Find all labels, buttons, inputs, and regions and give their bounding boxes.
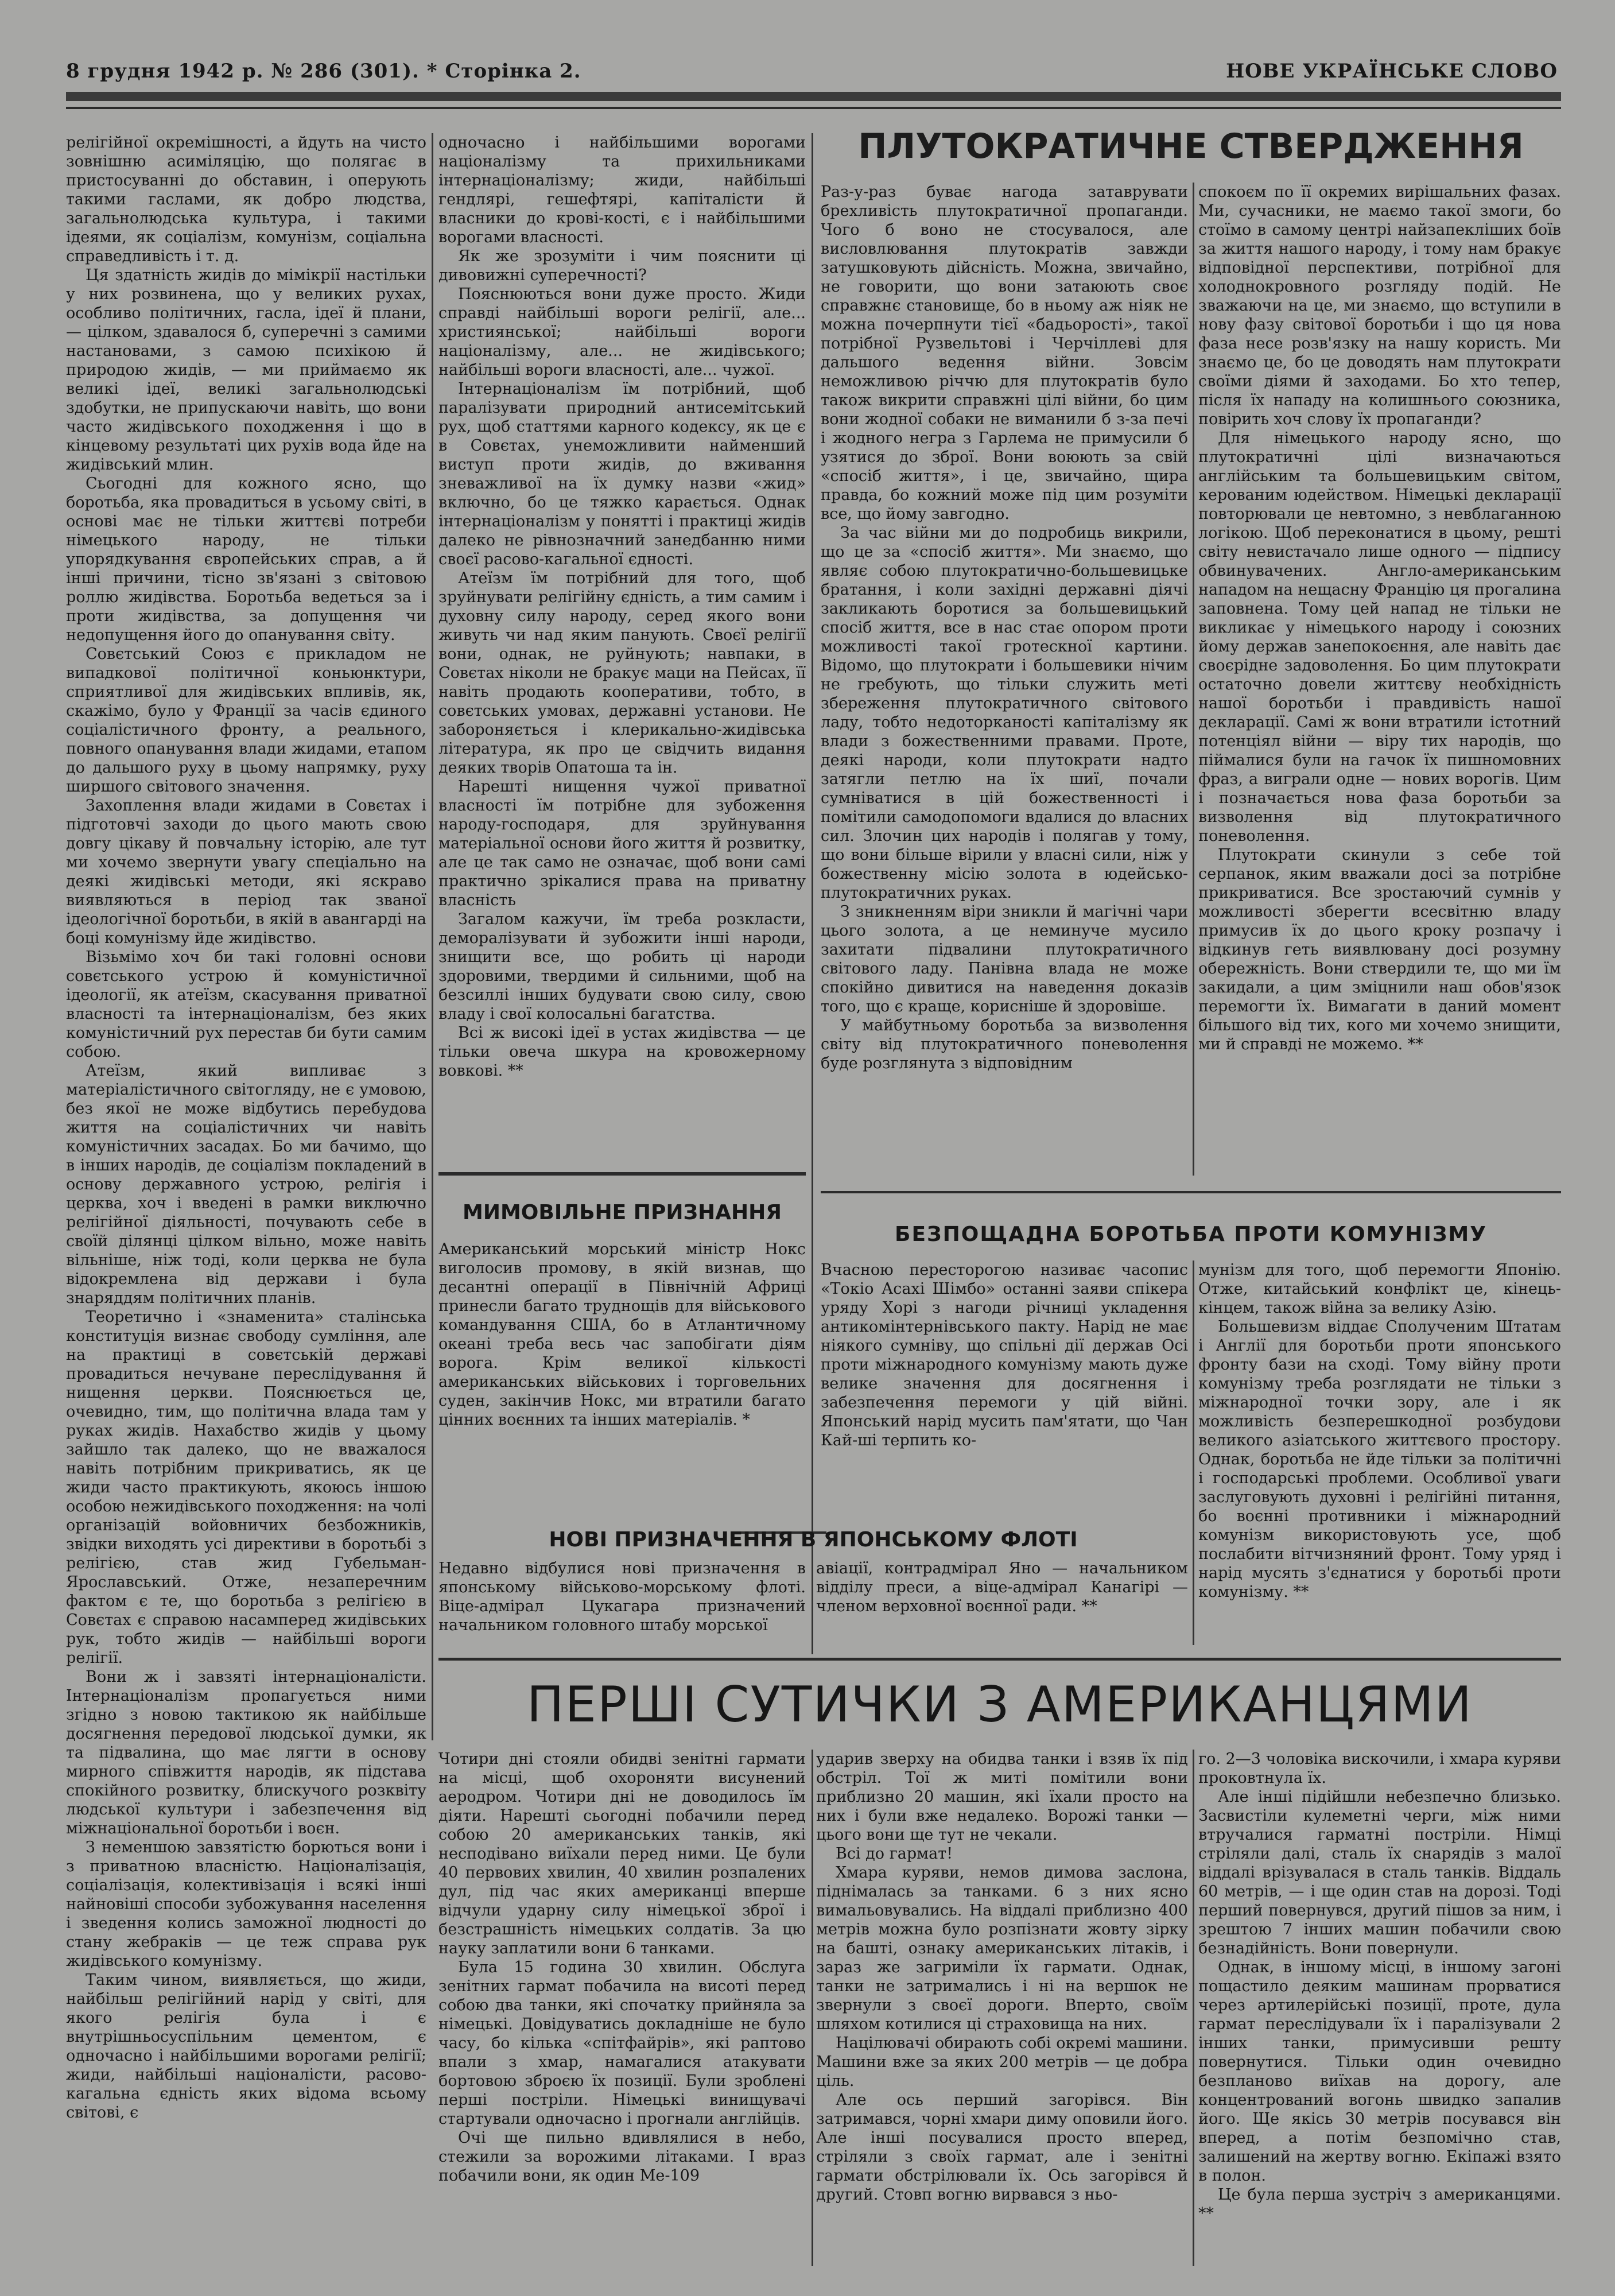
paragraph: З зникненням віри зникли й магічні чари цього золота, а це неминуче мусило захитати підвалини плутократичного світового ладу. Панівна влада не може спокійно дивитися на наведення доказів того, що є краще, корисніше й здоровіше. (821, 903, 1188, 1015)
paragraph: Загалом кажучи, їм треба розкласти, деморалізувати й зубожити інші народи, знищити все, що робить ці народи здоровими, твердими й сильними, щоб на безсиллі інших будувати свою силу, свою владу і свої колосальні багатства. (438, 910, 806, 1023)
paragraph: авіації, контрадмірал Яно — начальником відділу преси, а віце-адмірал Канагірі — членом верховної воєнної ради. ** (816, 1560, 1188, 1615)
lead-article-col2 (438, 133, 806, 1080)
headline-plutocratic: ПЛУТОКРАТИЧНЕ СТВЕРДЖЕННЯ (858, 126, 1524, 166)
issue-date-line: 8 грудня 1942 р. № 286 (301). * Сторінка 2. (66, 60, 581, 83)
paragraph: Була 15 година 30 хвилин. Обслуга зенітних гармат побачила на висоті перед собою два танки, які спочатку прийняла за німецькі. Довідуватись докладніше не було часу, бо кілька «спітфайрів», які раптово впали з хмар, намагалися атакувати бортовою зброєю їх позиції. Були зроблені перші постріли. Німецькі винищувачі стартували одночасно і прогнали англійців. (438, 1958, 806, 2128)
paragraph: Однак, в іншому місці, в іншому загоні пощастило деяким машинам прорватися через артилерійські позиції, проте, дула гармат переслідували їх і паралізували 2 інших танки, примусивши решту повернутися. Тільки один очевидно безплановo виїхав на дорогу, але концентрований вогонь швидко запалив його. Ще якісь 30 метрів посувався він вперед, а потім безпомічно став, залишений на жертву вогню. Екіпажі взято в полон. (1198, 1958, 1561, 2185)
paragraph: З неменшою завзятістю борються вони і з приватною власністю. Націоналізація, соціалізація, колективізація і всякі інші найновіші способи зубожування населення і зведення колись заможної людності до стану жебраків — це теж справа рук жидівського комунізму. (66, 1839, 426, 1970)
paragraph: Нарешті нищення чужої приватної власності їм потрібне для зубоження народу-господаря, для зруйнування матеріальної основи його життя й розвитку, але це так само не означає, щоб вони самі практично зрікалися права на приватну власність (438, 778, 806, 909)
paragraph: Всі ж високі ідеї в устах жидівства — це тільки овеча шкура на кровожерному вовкові. ** (438, 1024, 806, 1080)
paragraph: Вони ж і завзяті інтернаціоналісти. Інтернаціоналізм пропагується ними згідно з новою тактикою як найбільше досягнення передової людської думки, як та підвалина, що має лягти в основу мирного співжиття народів, як підстава спокійного розвитку, блискучого розквіту людської культури і забезпечення від міжнаціональної боротьби і воєн. (66, 1668, 426, 1837)
headline-clashes: ПЕРШІ СУТИЧКИ З АМЕРИКАНЦЯМИ (526, 1676, 1473, 1733)
paragraph: Інтернаціоналізм їм потрібний, щоб паралізувати природний антисемітський рух, щоб статтями карного кодексу, як це є в Совєтах, унеможливити найменший виступ проти жидів, до вживання зневажливої на їх думку назви «жид» включно, бо це тяжко карається. Однак інтернаціоналізм у понятті і практиці жидів далеко не рівнозначний занедбанню ними своєї расово-кагальної єдності. (438, 380, 806, 568)
paragraph: Теоретично і «знаменита» сталінська конституція визнає свободу сумління, але на практиці в совєтській державі провадиться нечуване переслідування й нищення церкви. Пояснюється це, очевидно, тим, що політична влада там у руках жидів. Нахабство жидів у цьому зайшло так далеко, що не вважалося навіть потрібним прикриватись, як це жиди часто практикують, якоюсь іншою особою нежидівського походження: на чолі організацій войовничих безбожників, звідки виходять усі директиви в боротьбі з релігією, став жид Губельман-Ярославський. Отже, незаперечним фактом є те, що боротьба з релігією в Совєтах є справою насамперед жидівських рук, тобто жидів — найбільші вороги релігії. (66, 1308, 426, 1667)
plutocratic-colB (1198, 183, 1561, 1054)
header-rule (66, 92, 1561, 101)
admission-body (438, 1240, 806, 1429)
paragraph: ударив зверху на обидва танки і взяв їх під обстріл. Тої ж миті помітили вони приблизно 20 машин, які їхали просто на них і були вже недалеко. Ворожі танки — цього вони ще тут не чекали. (816, 1750, 1188, 1844)
paragraph: Ця здатність жидів до мімікрії настільки у них розвинена, що у великих рухах, особливо політичних, гасла, ідеї й плани, — цілком, здавалося б, суперечні з самими настановами, з самою психікою й природою жидів, — ми приймаємо як великі ідеї, великі загальнолюдські здобутки, не припускаючи навіть, що вони часто жидівського походження і що в кінцевому результаті цих рухів вода йде на жидівський млин. (66, 266, 426, 474)
paragraph: Атеїзм, який випливає з матеріалістичного світогляду, не є умовою, без якої не може відбутись перебудова життя на соціалістичних чи навіть комуністичних засадах. Бо ми бачимо, що в інших народів, де соціалізм покладений в основу державного устрою, релігія і церква, хоч і введені в рамки виключно релігійної діяльності, почувають себе в своїй ділянці цілком вільно, може навіть вільніше, ніж тоді, коли церква не була відокремлена від держави і була знаряддям політичних планів. (66, 1062, 426, 1307)
paragraph: Захоплення влади жидами в Совєтах і підготовчі заходи до цього мають свою довгу цікаву й повчальну історію, але тут ми хочемо звернути увагу спеціально на деякі жидівські методи, які яскраво виявляються в період так званої ідеологічної боротьби, в якій в авангарді на боці комунізму йде жидівство. (66, 797, 426, 947)
column-divider (1193, 1261, 1194, 1645)
paragraph: Плутократи скинули з себе той серпанок, яким вважали досі за потрібне прикриватися. Все зростаючий сумнів у можливості зберегти всесвітню владу примусив їх до цього кроку розпачу і відкинув геть виявлювану досі розумну обережність. Вони ствердили те, що ми їм закидали, а цим зміцнили наш обов'язок перемогти їх. Вимагати в даний момент більшого від тих, кого ми хочемо знищити, ми й справді не можемо. ** (1198, 846, 1561, 1053)
paragraph: Як же зрозуміти і чим пояснити ці дивовижні суперечності? (438, 247, 806, 284)
paragraph: Візьмімо хоч би такі головні основи совєтського устрою й комуністичної ідеології, як атеїзм, скасування приватної власності та інтернаціоналізм, без яких комуністичний рух перестав би бути самим собою. (66, 948, 426, 1061)
column-divider (812, 1750, 813, 2266)
column-divider (1193, 1750, 1194, 2266)
lead-article-col1 (66, 133, 426, 2122)
clashes-col1 (438, 1750, 806, 2185)
paragraph: релігійної окремішності, а йдуть на чисто зовнішню асиміляцію, що полягає в пристосуванні до обставин, і оперують такими гаслами, як добро людства, загальнолюдська культура, і такими ідеями, як соціалізм, комунізм, соціальна справедливість і т. д. (66, 134, 426, 265)
section-rule (438, 1658, 1561, 1661)
anticommunism-colB (1198, 1261, 1561, 1601)
paragraph: мунізм для того, щоб перемогти Японію. Отже, китайський конфлікт це, кінець-кінцем, також війна за велику Азію. (1198, 1261, 1561, 1317)
paragraph: Вчасною пересторогою називає часопис «Токіо Асахі Шімбо» останні заяви спікера уряду Хорі з нагоди річниці укладення антикомінтернівського пакту. Нарід не має ніякого сумніву, що спільні дії держав Осі проти міжнародного комунізму мають дуже велике значення для досягнення і забезпечення перемоги у цій війні. Японський нарід мусить пам'ятати, що Чан Кай-ші терпить ко- (821, 1261, 1188, 1449)
headline-admission: МИМОВІЛЬНЕ ПРИЗНАННЯ (463, 1201, 782, 1224)
paragraph: спокоєм по її окремих вирішальних фазах. Ми, сучасники, не маємо такої змоги, бо стоїмо в самому центрі найзапекліших боїв за життя нашого народу, і тому нам бракує відповідної перспективи, потрібної для холоднокровного розгляду подій. Не зважаючи на це, ми знаємо, що вступили в нову фазу світової боротьби і що ця нова фаза несе розв'язку на нашу користь. Ми знаємо це, бо це доводять нам плутократи своїми діями й заходами. Бо хто тепер, після їх нападу на колишнього союзника, повірить хоч слову їх пропаганди? (1198, 183, 1561, 428)
paragraph: Раз-у-раз буває нагода затаврувати брехливість плутократичної пропаганди. Чого б воно не стосувалося, але висловлювання плутократів завжди затушковують дійсність. Можна, звичайно, не говорити, що вони затаюють своє справжнє становище, бо в ньому аж ніяк не можна почерпнути тієї «бадьорості», такої потрібної Рузвельтові і Черчіллеві для дальшого ведення війни. Зовсім неможливою річчю для плутократів було також викрити справжні цілі війни, бо цим вони жодної собаки не виманили б з-за печі і жодного негра з Гарлема не примусили б узятися до зброї. Вони воюють за свій «спосіб життя», і це, звичайно, щира правда, бо кожний може під цим розуміти все, що йому завгодно. (821, 183, 1188, 523)
column-divider (812, 133, 813, 1654)
paragraph: Сьогодні для кожного ясно, що боротьба, яка провадиться в усьому світі, в основі має не тільки життєві потреби німецького народу, не тільки упорядкування європейських справ, а й інші причини, тісно зв'язані з світовою роллю жидівства. Боротьба ведеться за і проти жидівства, за допущення чи недопущення його до опанування світу. (66, 475, 426, 644)
paragraph: Пояснюються вони дуже просто. Жиди справді найбільші вороги релігії, але... християнської; найбільші вороги націоналізму, але... не жидівського; найбільші вороги власності, але... чужої. (438, 285, 806, 379)
navy-colA (438, 1559, 806, 1635)
clashes-col3 (1198, 1750, 1561, 2223)
paragraph: Таким чином, виявляється, що жиди, найбільш релігійний нарід у світі, для якого релігія була і є внутрішньосуспільним цементом, є одночасно і найбільшими ворогами релігії; жиди, найбільші націоналісти, расово-кагальна єдність яких відома всьому світові, є (66, 1971, 426, 2122)
paragraph: Чотири дні стояли обидві зенітні гармати на місці, щоб охороняти висунений аеродром. Чотири дні не доводилось їм діяти. Нарешті сьогодні побачили перед собою 20 американських танків, які несподівано виїхали перед ними. Це були 40 первових хвилин, 40 хвилин розпалених дул, під час яких американці вперше відчули ударну силу німецької зброї і безстрашність німецьких солдатів. За цю науку заплатили вони 6 танками. (438, 1750, 806, 1957)
paragraph: У майбутньому боротьба за визволення світу від плутократичного поневолення буде розглянута з відповідним (821, 1017, 1188, 1072)
paragraph: Американський морський міністр Нокс виголосив промову, в якій визнав, що десантні операції в Північній Африці принесли багато труднощів для військового командування США, бо в Атлантичному океані треба весь час запобігати діям ворога. Крім великої кількості американських військових і торговельних суден, закінчив Нокс, ми втратили багато цінних воєнних та інших матеріалів. * (438, 1240, 806, 1429)
header-rule-thin (66, 107, 1561, 109)
paragraph: Це була перша зустріч з американцями. ** (1198, 2186, 1561, 2223)
paragraph: За час війни ми до подробиць викрили, що це за «спосіб життя». Ми знаємо, що являє собою плутократично-большевицьке братання, і коли західні державні діячі закликають боротися за большевицький спосіб життя, все в нас стає опором проти можливості такої гротескної картини. Відомо, що плутократи і большевики нічим не гребують, що тільки служить меті збереження плутократичного світового ладу, тобто недоторканості капіталізму як влади з божественними правами. Проте, деякі народи, коли плутократи надто затягли петлю на їх шиї, почали сумніватися в цій божественності і помітили самодопомоги вдалися до власних сил. Злочин цих народів і полягав у тому, що вони більше вірили у власні сили, ніж у божественну місію золота в юдейсько-плутократичних руках. (821, 524, 1188, 902)
paragraph: Але ось перший загорівся. Він затримався, чорні хмари диму оповили його. Але інші посувалися просто вперед, стріляли з своїх гармат, але і зенітні гармати обстрілювали їх. Ось загорівся й другий. Стовп вогню вирвався з ньо- (816, 2091, 1188, 2204)
column-divider (432, 133, 433, 1740)
headline-navy: НОВІ ПРИЗНАЧЕННЯ В ЯПОНСЬКОМУ ФЛОТІ (549, 1528, 1078, 1552)
section-rule (821, 1191, 1561, 1193)
clashes-col2 (816, 1750, 1188, 2204)
paragraph: Націлювачі обирають собі окремі машини. Машини вже за яких 200 метрів — це добра ціль. (816, 2034, 1188, 2090)
headline-anticommunism: БЕЗПОЩАДНА БОРОТЬБА ПРОТИ КОМУНІЗМУ (895, 1223, 1487, 1246)
column-divider (1193, 183, 1194, 1176)
paragraph: Атеїзм їм потрібний для того, щоб зруйнувати релігійну єдність, а тим самим і духовну силу народу, серед якого вони живуть чи над яким панують. Своєї релігії вони, однак, не руйнують; навпаки, в Совєтах ніколи не бракує маци на Пейсах, її навіть продають кооперативи, тобто, в совєтських умовах, державні установи. Не забороняється і клерикально-жидівська література, як про це свідчить видання деяких творів Опатоша та ін. (438, 569, 806, 777)
anticommunism-colA (821, 1261, 1188, 1450)
section-rule (438, 1172, 806, 1176)
paragraph: Большевизм віддає Сполученим Штатам і Англії для боротьби проти японського фронту бази на сході. Тому війну проти комунізму треба розглядати не тільки з міжнародної точки зору, але і як можливість безперешкодної розбудови великого азіатського життєвого простору. Однак, боротьба не йде тільки за політичні і господарські проблеми. Особливої уваги заслуговують духовні і релігійні питання, бо воєнні противники і міжнародний комунізм використовують усе, щоб послабити вітчизняний фронт. Тому уряд і нарід мусять з'єднатися у боротьбі проти комунізму. ** (1198, 1318, 1561, 1601)
paragraph: Хмара куряви, немов димова заслона, піднімалась за танками. 6 з них ясно вимальовувались. На віддалі приблизно 400 метрів можна було розпізнати жовту зірку на башті, ознаку американських літаків, і зараз же загриміли їх гармати. Однак, танки не затримались і ні на вершок не звернули з своєї дороги. Вперто, своїм шляхом котилися ці страховища на них. (816, 1864, 1188, 2033)
paragraph: Всі до гармат! (836, 1845, 953, 1863)
newspaper-name: НОВЕ УКРАЇНСЬКЕ СЛОВО (1226, 60, 1558, 83)
paragraph: Але інші підійшли небезпечно близько. Засвистіли кулеметні черги, між ними втручалися гарматні постріли. Німці стріляли далі, сталь їх снарядів з малої віддалі врізувалася в сталь танків. Віддаль 60 метрів, — і ще один став на дорозі. Тоді перший повернувся, другий пішов за ним, і зрештою 7 інших машин побачили свою безнадійність. Вони повернули. (1198, 1788, 1561, 1957)
paragraph: Для німецького народу ясно, що плутократичні цілі визначаються англійським та большевицьким світом, керованим юдейством. Німецькі декларації повторювали це невтомно, з невблаганною логікою. Щоб переконатися в цьому, решті світу невистачало лише одного — підпису обвинувачених. Англо-американським нападом на нещасну Францію ця прогалина заповнена. Тому цей напад не тільки не викликає у німецького народу і союзних йому держав занепокоєння, але навіть дає своєрідне задоволення. Бо цим плутократи остаточно довели життєву необхідність нашої боротьби і правдивість нашої декларації. Самі ж вони втратили істотний потенціял війни — віру тих народів, що піймалися були на гачок їх пишномовних фраз, а виграли одне — нових ворогів. Цим і позначається нова фаза боротьби за визволення від плутократичного поневолення. (1198, 429, 1561, 845)
navy-colB (816, 1559, 1188, 1616)
plutocratic-colA (821, 183, 1188, 1073)
paragraph: Недавно відбулися нові призначення в японському військово-морському флоті. Віце-адмірал Цукагара призначений начальником головного штабу морської (438, 1560, 806, 1634)
paragraph: го. 2—3 чоловіка вискочили, і хмара куряви проковтнула їх. (1198, 1750, 1561, 1787)
paragraph: Очі ще пильно вдивлялися в небо, стежили за ворожими літаками. І враз побачили вони, як один Ме-109 (438, 2129, 806, 2185)
paragraph: одночасно і найбільшими ворогами націоналізму та прихильниками інтернаціоналізму; жиди, найбільші гендлярі, гешефтярі, капіталісти й власники до крові-кості, є і найбільшими ворогами власності. (438, 134, 806, 246)
paragraph: Совєтський Союз є прикладом не випадкової політичної коньюнктури, сприятливої для жидівських впливів, як, скажімо, було у Франції за часів єдиного соціалістичного фронту, а реального, повного опанування влади жидами, етапом до дальшого руху в цьому напрямку, руху ширшого світового значення. (66, 645, 426, 796)
